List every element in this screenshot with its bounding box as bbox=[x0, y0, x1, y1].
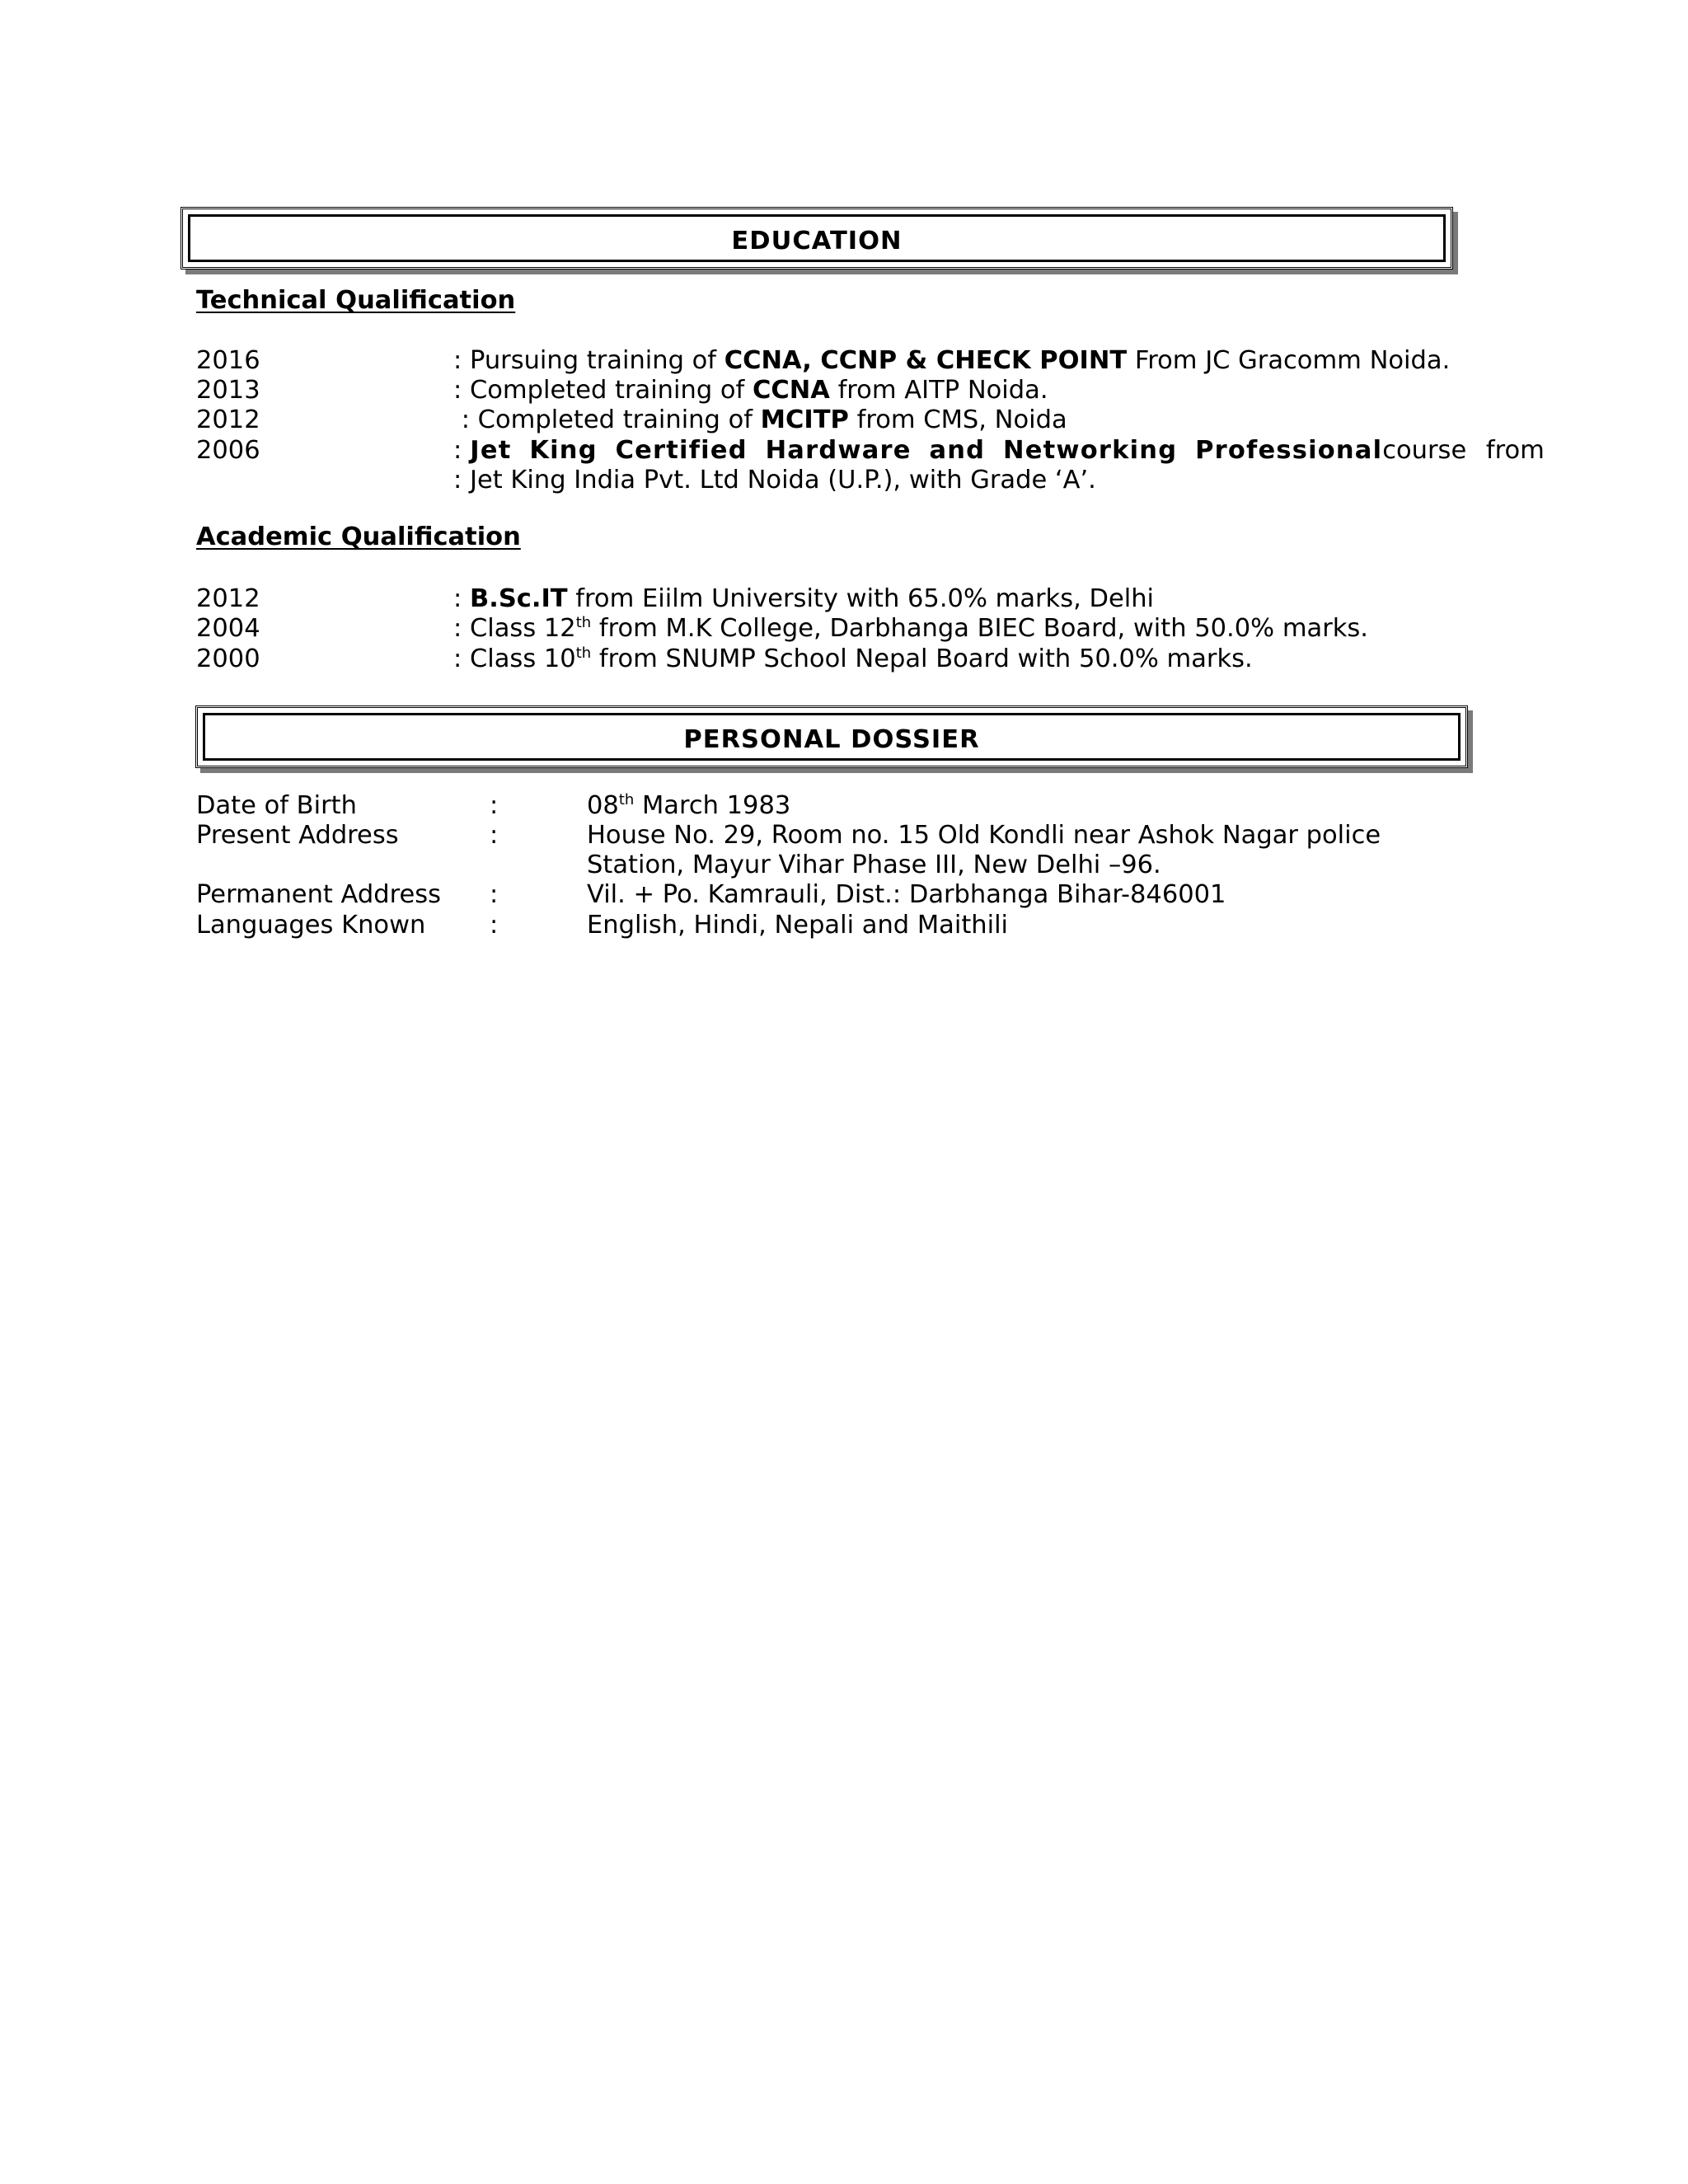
dob-value-rest: March 1983 bbox=[634, 791, 791, 820]
acad-desc-2004-sup: th bbox=[575, 613, 592, 631]
tech-desc-2012-prefix: : Completed training of bbox=[453, 405, 761, 434]
tech-desc-2016-prefix: : Pursuing training of bbox=[453, 346, 724, 375]
dob-label: Date of Birth bbox=[196, 791, 357, 820]
personal-dossier-banner bbox=[195, 705, 1468, 768]
languages-label: Languages Known bbox=[196, 911, 426, 940]
education-banner-title: EDUCATION bbox=[731, 227, 903, 255]
tech-year-2013: 2013 bbox=[196, 376, 260, 405]
acad-year-2004: 2004 bbox=[196, 614, 260, 643]
present-address-sep: : bbox=[490, 821, 499, 850]
permanent-address-sep: : bbox=[490, 880, 499, 909]
academic-qualification-heading: Academic Qualification bbox=[196, 523, 521, 551]
tech-desc-2006-colon: : bbox=[453, 436, 462, 465]
acad-desc-2004-prefix: : Class 12 bbox=[453, 614, 576, 643]
present-address-label: Present Address bbox=[196, 821, 399, 850]
tech-desc-2016 bbox=[453, 346, 1450, 376]
tech-desc-2013-prefix: : Completed training of bbox=[453, 376, 753, 405]
tech-year-2006: 2006 bbox=[196, 436, 260, 465]
permanent-address-label: Permanent Address bbox=[196, 880, 442, 909]
tech-desc-2006 bbox=[453, 436, 1545, 466]
acad-desc-2012 bbox=[453, 584, 1154, 614]
dob-value bbox=[587, 791, 790, 821]
dob-value-day: 08 bbox=[587, 791, 619, 820]
dob-sep: : bbox=[490, 791, 499, 820]
education-banner bbox=[181, 207, 1453, 269]
acad-desc-2000-sup: th bbox=[575, 644, 592, 662]
tech-desc-2016-bold: CCNA, CCNP & CHECK POINT bbox=[724, 346, 1128, 375]
tech-desc-2013 bbox=[453, 376, 1048, 405]
acad-desc-2000-suffix: from SNUMP School Nepal Board with 50.0% marks. bbox=[591, 644, 1253, 673]
technical-qualification-heading: Technical Qualification bbox=[196, 286, 516, 315]
tech-desc-2013-bold: CCNA bbox=[752, 376, 830, 405]
acad-desc-2004 bbox=[453, 614, 1368, 644]
acad-year-2000: 2000 bbox=[196, 644, 260, 673]
tech-desc-2006-suffix: course from bbox=[1382, 436, 1545, 465]
acad-desc-2012-bold: B.Sc.IT bbox=[469, 584, 568, 613]
dob-value-sup: th bbox=[618, 790, 635, 808]
acad-desc-2000-prefix: : Class 10 bbox=[453, 644, 576, 673]
present-address-value: House No. 29, Room no. 15 Old Kondli near Ashok Nagar police bbox=[587, 821, 1381, 850]
tech-desc-2012-suffix: from CMS, Noida bbox=[848, 405, 1067, 434]
acad-desc-2004-suffix: from M.K College, Darbhanga BIEC Board, with 50.0% marks. bbox=[591, 614, 1369, 643]
permanent-address-value: Vil. + Po. Kamrauli, Dist.: Darbhanga Bihar-846001 bbox=[587, 880, 1226, 909]
tech-desc-2006-bold: Jet King Certified Hardware and Networking Professional bbox=[470, 436, 1383, 465]
tech-desc-2016-suffix: From JC Gracomm Noida. bbox=[1127, 346, 1451, 375]
languages-sep: : bbox=[490, 911, 499, 940]
tech-desc-2012 bbox=[453, 405, 1067, 435]
acad-desc-2000 bbox=[453, 644, 1253, 674]
tech-desc-2006-continuation: : Jet King India Pvt. Ltd Noida (U.P.), with Grade ‘A’. bbox=[453, 466, 1096, 494]
languages-value: English, Hindi, Nepali and Maithili bbox=[587, 911, 1009, 940]
tech-desc-2012-bold: MCITP bbox=[760, 405, 849, 434]
tech-year-2016: 2016 bbox=[196, 346, 260, 375]
tech-year-2012: 2012 bbox=[196, 405, 260, 434]
present-address-value-line2: Station, Mayur Vihar Phase III, New Delhi –96. bbox=[587, 851, 1161, 879]
tech-desc-2013-suffix: from AITP Noida. bbox=[829, 376, 1048, 405]
acad-desc-2012-suffix: from Eiilm University with 65.0% marks, Delhi bbox=[567, 584, 1155, 613]
acad-desc-2012-prefix: : bbox=[453, 584, 470, 613]
personal-dossier-banner-title: PERSONAL DOSSIER bbox=[683, 725, 980, 754]
acad-year-2012: 2012 bbox=[196, 584, 260, 613]
